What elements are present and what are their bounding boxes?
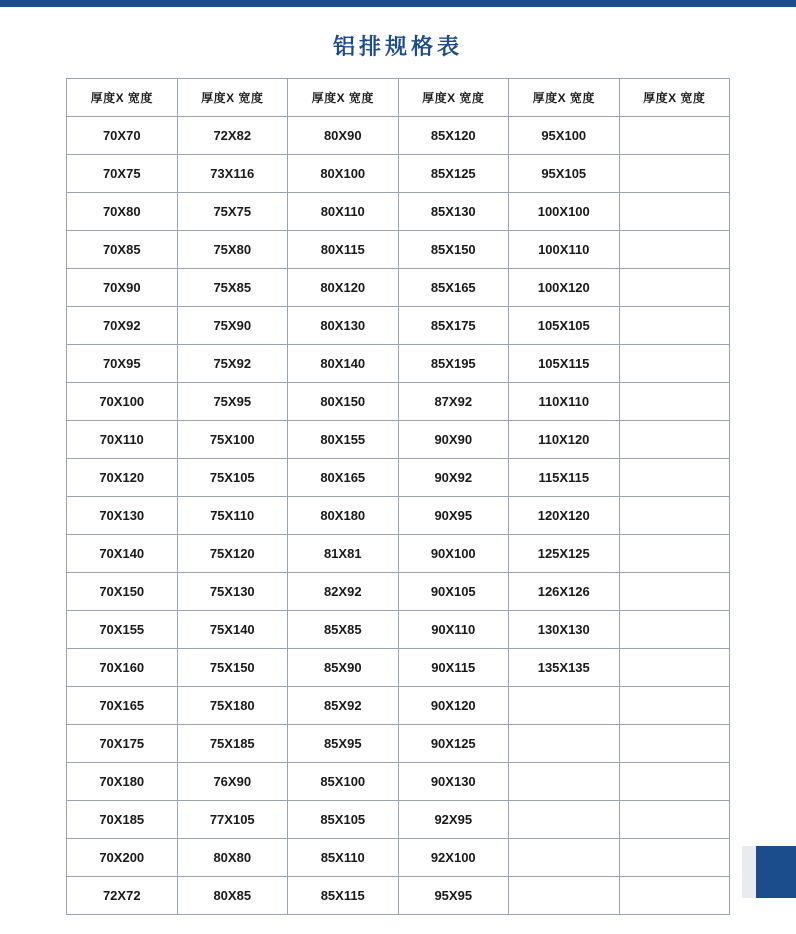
table-cell: 100X100 xyxy=(509,193,620,231)
table-cell xyxy=(509,763,620,801)
table-cell: 85X90 xyxy=(288,649,399,687)
table-cell xyxy=(619,801,730,839)
table-row xyxy=(67,839,730,877)
table-cell: 110X120 xyxy=(509,421,620,459)
table-cell: 72X82 xyxy=(177,117,288,155)
top-accent-bar xyxy=(0,0,796,7)
table-cell: 73X116 xyxy=(177,155,288,193)
table-row xyxy=(67,155,730,193)
table-cell: 80X150 xyxy=(288,383,399,421)
table-cell: 90X105 xyxy=(398,573,509,611)
table-cell: 70X85 xyxy=(67,231,178,269)
table-cell: 70X80 xyxy=(67,193,178,231)
table-cell xyxy=(509,725,620,763)
table-row xyxy=(67,725,730,763)
table-cell: 75X180 xyxy=(177,687,288,725)
table-cell: 80X140 xyxy=(288,345,399,383)
table-cell: 70X90 xyxy=(67,269,178,307)
table-cell: 95X105 xyxy=(509,155,620,193)
column-header-2: 厚度X 宽度 xyxy=(177,79,288,117)
table-row xyxy=(67,459,730,497)
table-cell: 75X185 xyxy=(177,725,288,763)
table-cell: 80X115 xyxy=(288,231,399,269)
column-header-1: 厚度X 宽度 xyxy=(67,79,178,117)
spec-table-container xyxy=(66,78,730,915)
table-row xyxy=(67,877,730,915)
aluminum-bar-spec-table xyxy=(66,78,730,915)
table-cell xyxy=(619,193,730,231)
table-row xyxy=(67,649,730,687)
table-row xyxy=(67,801,730,839)
table-cell: 85X100 xyxy=(288,763,399,801)
table-cell xyxy=(619,307,730,345)
table-cell: 95X95 xyxy=(398,877,509,915)
table-body xyxy=(67,117,730,915)
table-cell: 70X175 xyxy=(67,725,178,763)
page-title: 铝排规格表 xyxy=(332,34,463,59)
table-cell: 75X90 xyxy=(177,307,288,345)
table-cell: 70X200 xyxy=(67,839,178,877)
table-cell: 70X92 xyxy=(67,307,178,345)
table-cell: 75X75 xyxy=(177,193,288,231)
table-cell: 85X175 xyxy=(398,307,509,345)
table-cell: 90X120 xyxy=(398,687,509,725)
table-cell xyxy=(509,839,620,877)
table-row xyxy=(67,497,730,535)
table-cell: 75X105 xyxy=(177,459,288,497)
table-cell: 105X105 xyxy=(509,307,620,345)
corner-accent-light xyxy=(742,846,756,898)
table-row xyxy=(67,383,730,421)
table-cell: 85X150 xyxy=(398,231,509,269)
table-cell: 115X115 xyxy=(509,459,620,497)
table-cell: 75X85 xyxy=(177,269,288,307)
column-header-4: 厚度X 宽度 xyxy=(398,79,509,117)
table-cell: 85X85 xyxy=(288,611,399,649)
table-cell xyxy=(619,877,730,915)
table-row xyxy=(67,763,730,801)
table-cell: 82X92 xyxy=(288,573,399,611)
table-row xyxy=(67,535,730,573)
table-cell: 92X100 xyxy=(398,839,509,877)
table-cell xyxy=(509,801,620,839)
table-header-row xyxy=(67,79,730,117)
column-header-6: 厚度X 宽度 xyxy=(619,79,730,117)
table-cell xyxy=(619,269,730,307)
table-cell xyxy=(619,421,730,459)
table-cell xyxy=(619,725,730,763)
table-cell: 90X95 xyxy=(398,497,509,535)
table-cell: 70X185 xyxy=(67,801,178,839)
table-cell: 75X140 xyxy=(177,611,288,649)
table-cell: 80X85 xyxy=(177,877,288,915)
table-cell: 105X115 xyxy=(509,345,620,383)
table-cell: 80X120 xyxy=(288,269,399,307)
table-cell xyxy=(619,155,730,193)
table-cell: 75X130 xyxy=(177,573,288,611)
column-header-5: 厚度X 宽度 xyxy=(509,79,620,117)
table-cell xyxy=(619,345,730,383)
table-cell: 70X150 xyxy=(67,573,178,611)
table-cell: 77X105 xyxy=(177,801,288,839)
table-cell: 130X130 xyxy=(509,611,620,649)
table-cell: 80X180 xyxy=(288,497,399,535)
table-cell xyxy=(619,459,730,497)
table-cell xyxy=(619,611,730,649)
table-cell: 75X100 xyxy=(177,421,288,459)
table-cell: 135X135 xyxy=(509,649,620,687)
table-cell: 95X100 xyxy=(509,117,620,155)
table-cell: 85X105 xyxy=(288,801,399,839)
table-cell: 85X195 xyxy=(398,345,509,383)
table-row xyxy=(67,687,730,725)
table-cell: 85X125 xyxy=(398,155,509,193)
table-cell: 80X155 xyxy=(288,421,399,459)
table-cell: 70X160 xyxy=(67,649,178,687)
table-cell: 76X90 xyxy=(177,763,288,801)
table-cell xyxy=(509,877,620,915)
table-row xyxy=(67,345,730,383)
table-cell: 80X90 xyxy=(288,117,399,155)
table-cell: 92X95 xyxy=(398,801,509,839)
table-cell xyxy=(619,573,730,611)
table-cell: 110X110 xyxy=(509,383,620,421)
table-row xyxy=(67,269,730,307)
table-cell: 70X95 xyxy=(67,345,178,383)
table-cell xyxy=(619,649,730,687)
table-row xyxy=(67,573,730,611)
table-cell: 90X125 xyxy=(398,725,509,763)
table-header xyxy=(67,79,730,117)
table-row xyxy=(67,421,730,459)
table-cell: 80X100 xyxy=(288,155,399,193)
table-cell: 85X110 xyxy=(288,839,399,877)
table-cell xyxy=(619,763,730,801)
table-cell xyxy=(619,687,730,725)
table-cell: 75X92 xyxy=(177,345,288,383)
table-row xyxy=(67,611,730,649)
table-cell: 90X130 xyxy=(398,763,509,801)
table-cell: 70X180 xyxy=(67,763,178,801)
table-cell: 70X140 xyxy=(67,535,178,573)
table-cell: 70X165 xyxy=(67,687,178,725)
table-cell: 90X90 xyxy=(398,421,509,459)
table-cell: 75X80 xyxy=(177,231,288,269)
table-cell: 75X120 xyxy=(177,535,288,573)
table-cell: 81X81 xyxy=(288,535,399,573)
table-cell: 90X92 xyxy=(398,459,509,497)
corner-accent-mark xyxy=(756,846,796,898)
table-cell: 70X155 xyxy=(67,611,178,649)
table-cell: 80X165 xyxy=(288,459,399,497)
table-cell: 70X110 xyxy=(67,421,178,459)
table-cell: 90X100 xyxy=(398,535,509,573)
table-cell xyxy=(619,383,730,421)
table-cell xyxy=(509,687,620,725)
table-cell: 70X75 xyxy=(67,155,178,193)
table-cell: 85X95 xyxy=(288,725,399,763)
table-cell xyxy=(619,839,730,877)
table-cell: 90X110 xyxy=(398,611,509,649)
table-row xyxy=(67,231,730,269)
table-row xyxy=(67,193,730,231)
table-cell: 80X130 xyxy=(288,307,399,345)
table-cell: 120X120 xyxy=(509,497,620,535)
table-cell: 70X120 xyxy=(67,459,178,497)
table-cell: 126X126 xyxy=(509,573,620,611)
table-cell: 70X70 xyxy=(67,117,178,155)
table-cell: 125X125 xyxy=(509,535,620,573)
table-cell: 90X115 xyxy=(398,649,509,687)
table-cell: 80X110 xyxy=(288,193,399,231)
table-cell: 87X92 xyxy=(398,383,509,421)
table-row xyxy=(67,117,730,155)
table-cell xyxy=(619,117,730,155)
table-cell: 75X110 xyxy=(177,497,288,535)
table-cell: 70X130 xyxy=(67,497,178,535)
table-cell: 85X92 xyxy=(288,687,399,725)
table-cell: 85X115 xyxy=(288,877,399,915)
table-cell: 75X95 xyxy=(177,383,288,421)
table-cell: 72X72 xyxy=(67,877,178,915)
table-cell: 80X80 xyxy=(177,839,288,877)
table-cell xyxy=(619,535,730,573)
table-cell: 100X120 xyxy=(509,269,620,307)
table-cell: 75X150 xyxy=(177,649,288,687)
table-cell xyxy=(619,497,730,535)
table-cell: 100X110 xyxy=(509,231,620,269)
table-cell xyxy=(619,231,730,269)
table-cell: 85X165 xyxy=(398,269,509,307)
table-cell: 70X100 xyxy=(67,383,178,421)
table-cell: 85X120 xyxy=(398,117,509,155)
table-row xyxy=(67,307,730,345)
column-header-3: 厚度X 宽度 xyxy=(288,79,399,117)
table-cell: 85X130 xyxy=(398,193,509,231)
